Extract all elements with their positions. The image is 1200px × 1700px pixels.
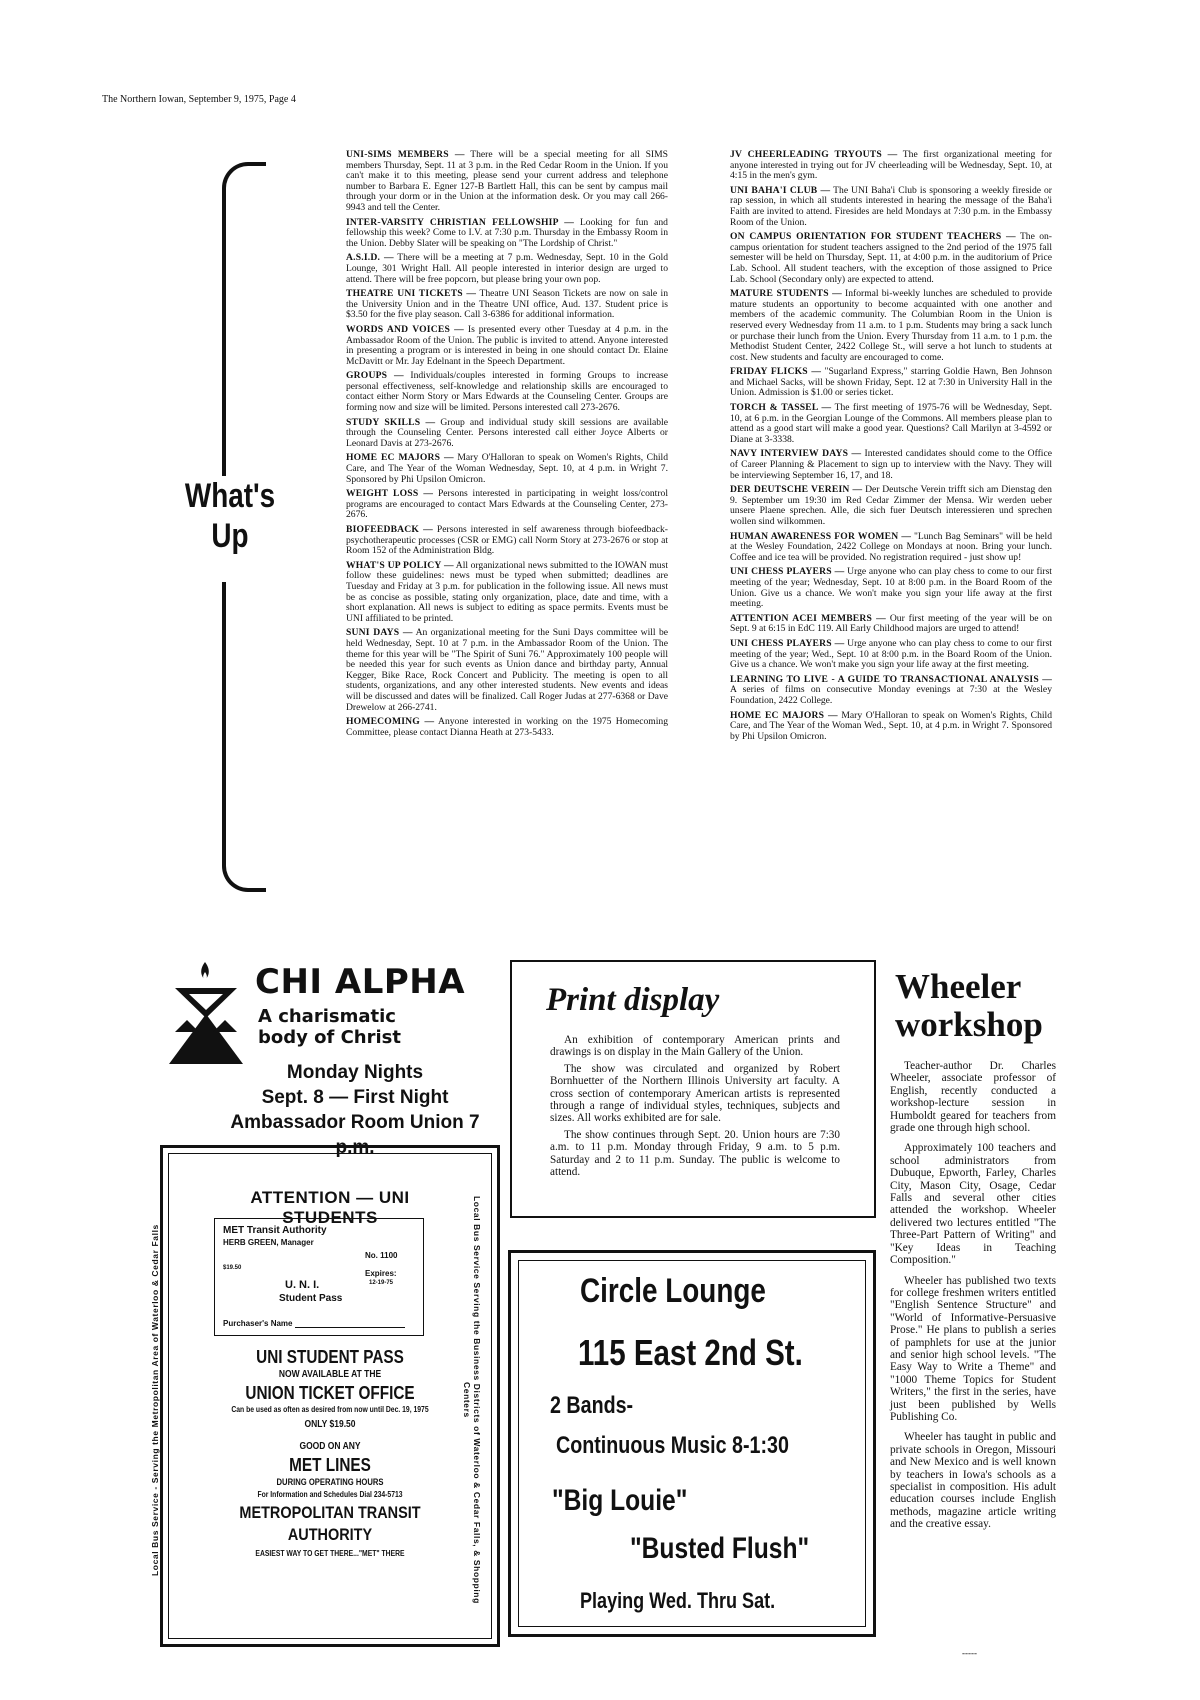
notice-item [730, 232, 1052, 285]
notice-item [730, 567, 1052, 609]
notice-body: There will be a special meeting for all SIMS members Thursday, Sept. 11 at 3 p.m. in the Red Cedar Room in the Union. If you can't make it to this meeting, please send your current address and telephone number to Barbara E. Egner 127-B Bartlett Hall, this can be sent by campus mail through your dorm or in the Union at the information desk. Or you may call 266-9943 and tell the Center. [346, 149, 668, 213]
notice-body: The on-campus orientation for student teachers assigned to the 2nd period of the 1975 fall semester will be held on Thursday, Sept. 11, at 4:00 p.m. in the auditorium of Price Lab. School. All student teachers, with the exception of those assigned to Price Lab. School (Secondary only) are expected to attend. [730, 231, 1052, 285]
notice-item [730, 186, 1052, 228]
notice-item [730, 403, 1052, 445]
wheeler-paragraph: Wheeler has taught in public and private schools in Oregon, Missouri and New Mexico and is well known by teachers in Iowa's schools as a specialist in composition. His adult education courses include English methods, magazine article writing and the creative essay. [890, 1431, 1056, 1531]
ticket-expires-date: 12-19-75 [369, 1280, 394, 1286]
notice-item [346, 453, 668, 485]
chi-alpha-subtitle [258, 1006, 401, 1048]
notice-heading: UNI CHESS PLAYERS — [730, 637, 845, 649]
wheeler-paragraph: Approximately 100 teachers and school administrators from Dubuque, Epworth, Farley, Charles City, Mason City, Osage, Cedar Falls and several other cities attended the workshop. Wheeler delivered two lectures entitled "The Three-Part Pattern of Writing" and "Key Ideas in Teaching Composition." [890, 1142, 1056, 1267]
notice-item [730, 289, 1052, 363]
notice-body: Informal bi-weekly lunches are scheduled to provide mature students an opportunity to become acquainted with one another and members of the academic community. The Columbian Room in the Union is reserved every Wednesday from 11 a.m. to 1 p.m. Students may bring a sack lunch or purchase their lunch from the Union. Every Thursday from 11 a.m. to 1 p.m. the Methodist Student Center, 2422 College St., will serve a hot lunch to students at cost. New students and faculty are encouraged to come. [730, 288, 1052, 363]
notice-heading: BIOFEEDBACK — [346, 524, 433, 535]
wheeler-paragraph: Wheeler has published two texts for college freshmen writers entitled "English Sentence Structure" and "World of Informative-Persuasive Prose." He plans to publish a series of pamphlets for use at the junior and senior high school levels. "The Easy Way to Write a Theme" and "1000 Theme Topics for Student Writers," the first in the series, have just been published by Wells Publishing Co. [890, 1274, 1056, 1423]
chi-alpha-logo-icon [165, 958, 247, 1068]
notice-item [346, 371, 668, 413]
notice-heading: ON CAMPUS ORIENTATION FOR STUDENT TEACHERS — [730, 231, 1016, 243]
whats-up-left-column [346, 150, 668, 742]
transit-body-line: Can be used as often as desired from now until Dec. 19, 1975 [231, 1405, 429, 1414]
chi-alpha-line2: Sept. 8 — First Night [261, 1087, 449, 1108]
notice-item [346, 253, 668, 285]
print-paragraph: The show was circulated and organized by Robert Bornhuetter of the Northern Illinois University art faculty. A cross section of contemporary American artists is represented through a range of individual styles, techniques, subjects and sizes. All works exhibited are for sale. [550, 1062, 840, 1125]
transit-body [180, 1346, 480, 1562]
notice-heading: JV CHEERLEADING TRYOUTS — [730, 149, 898, 160]
lounge-name: Circle Lounge [580, 1272, 766, 1310]
lounge-address: 115 East 2nd St. [578, 1332, 803, 1373]
notice-heading: UNI BAHA'I CLUB — [730, 184, 831, 196]
notice-item [730, 150, 1052, 182]
student-pass-ticket [214, 1218, 424, 1336]
wheeler-paragraph: Teacher-author Dr. Charles Wheeler, associate professor of English, recently conducted a workshop-lecture session in Humboldt geared for teachers from grade one through high school. [890, 1060, 1056, 1135]
transit-body-line: NOW AVAILABLE AT THE [278, 1369, 382, 1380]
notice-item [346, 218, 668, 250]
transit-side-text-right: Local Bus Service Serving the Business Districts of Waterloo & Cedar Falls, & Shopping Centers [462, 1196, 482, 1604]
transit-body-line: For Information and Schedules Dial 234-5713 [257, 1490, 403, 1499]
print-display-title: Print display [546, 982, 720, 1018]
notice-body: There will be a meeting at 7 p.m. Wednesday, Sept. 10 in the Gold Lounge, 301 Wright Hall. All people interested in interior design are urged to attend. There will be free popcorn, but please bring your own pop. [346, 252, 668, 285]
notice-body: Der Deutsche Verein trifft sich am Dienstag den 9. September um 19:30 im Red Cedar Zimmer der Mensa. Wir werden ueber unsere Plaene sprechen. Alle, die sich fuer Deutsch interessieren und sprechen wollen sind wilkommen. [730, 484, 1052, 527]
ticket-uni: U. N. I. [285, 1279, 320, 1291]
transit-body-line: ONLY $19.50 [304, 1419, 356, 1430]
chi-alpha-title: CHI ALPHA [255, 962, 466, 1002]
transit-body-line: UNI STUDENT PASS [256, 1347, 404, 1367]
notice-heading: SUNI DAYS — [346, 627, 413, 639]
notice-item [730, 532, 1052, 564]
wheeler-title [895, 968, 1043, 1044]
ticket-number: No. 1100 [365, 1251, 398, 1260]
transit-body-line: EASIEST WAY TO GET THERE..."MET" THERE [255, 1549, 405, 1558]
notice-item [730, 711, 1052, 743]
notice-body: An organizational meeting for the Suni Days committee will be held Wednesday, Sept. 10 at 7 p.m. in the Ambassador Room of the Union. The theme for this year will be "The Spirit of Suni 76." Approximately 100 people will be needed this year for such events as Union dance and birthday party, Annual Kegger, Bike Race, Rock Concert and Publicity. The meeting is open to all students, organizations, and any other interested students. New events and ideas will be discussed and dates will be finalized. Call Roger Judas at 277-6368 or Dave Drewelow at 266-2741. [346, 627, 668, 713]
notice-body: "Sugarland Express," starring Goldie Hawn, Ben Johnson and Michael Sacks, will be shown Friday, Sept. 12 at 7:30 in University Hall in the Union. Admission is $1.00 or series ticket. [730, 366, 1052, 399]
notice-body: A series of films on consecutive Monday evenings at 7:30 at the Wesley Foundation, 2422 College. [730, 684, 1052, 706]
notice-item [730, 639, 1052, 671]
transit-body-line: UNION TICKET OFFICE [245, 1383, 415, 1403]
notice-item [346, 418, 668, 450]
page-header: The Northern Iowan, September 9, 1975, Page 4 [102, 94, 296, 105]
print-display-text [550, 1034, 840, 1182]
whats-up-title-line1: What's [184, 477, 276, 515]
notice-heading: FRIDAY FLICKS — [730, 366, 822, 378]
notice-heading: NAVY INTERVIEW DAYS — [730, 448, 862, 460]
transit-body-line: METROPOLITAN TRANSIT AUTHORITY [239, 1503, 421, 1544]
article-end-mark: ----- [962, 1648, 977, 1658]
notice-heading: LEARNING TO LIVE - A GUIDE TO TRANSACTIONAL ANALYSIS — [730, 673, 1052, 685]
notice-heading: GROUPS — [346, 370, 404, 382]
chi-alpha-sub2: body of Christ [258, 1027, 401, 1048]
notice-heading: WEIGHT LOSS — [346, 488, 434, 500]
transit-heading: ATTENTION — UNI STUDENTS [250, 1188, 410, 1227]
ticket-purchaser: Purchaser's Name [223, 1319, 293, 1328]
lounge-bands: 2 Bands- [550, 1392, 634, 1419]
ticket-line2: HERB GREEN, Manager [223, 1238, 314, 1247]
ticket-line1: MET Transit Authority [223, 1225, 327, 1236]
transit-body-line: GOOD ON ANY [299, 1441, 361, 1452]
notice-item [346, 289, 668, 321]
notice-body: The first organizational meeting for anyone interested in trying out for JV cheerleading will be Wednesday, Sept. 10, at 4:15 in the men's gym. [730, 149, 1052, 182]
notice-item [730, 449, 1052, 481]
notice-body: All organizational news submitted to the IOWAN must follow these guidelines: news must be typed when submitted; deadlines are Tuesday and Friday at 3 p.m. for publication in the following issue. All news must be as concise as possible, stating only organization, place, date and time, with a short explanation. All news is subject to editing as space permits. Events must be UNI affiliated to be printed. [346, 559, 668, 624]
notice-heading: DER DEUTSCHE VEREIN — [730, 484, 863, 496]
lounge-band-1: "Big Louie" [552, 1484, 688, 1517]
notice-item [346, 717, 668, 738]
print-paragraph: An exhibition of contemporary American prints and drawings is on display in the Main Gallery of the Union. [550, 1034, 840, 1059]
notice-heading: INTER-VARSITY CHRISTIAN FELLOWSHIP — [346, 216, 575, 228]
notice-heading: ATTENTION ACEI MEMBERS — [730, 612, 886, 624]
notice-body: Interested candidates should come to the Office of Career Planning & Placement to sign up to interview with the Navy. They will be interviewing September 16, 17, and 18. [730, 448, 1052, 481]
chi-alpha-line1: Monday Nights [286, 1062, 424, 1083]
notice-body: Theatre UNI Season Tickets are now on sale in the University Union and in the Theatre UNI office, Aud. 137. Student price is $3.50 for the five play season. Call 3-6386 for additional information. [346, 288, 668, 321]
notice-item [730, 675, 1052, 707]
wheeler-title-line1: Wheeler [895, 967, 1022, 1006]
notice-body: Mary O'Halloran to speak on Women's Rights, Child Care, and The Year of the Woman Wed., Sept. 10, at 4 p.m. in Wright 7. Sponsored by Phi Upsilon Omicron. [730, 709, 1053, 742]
notice-body: The UNI Baha'i Club is sponsoring a weekly fireside or rap session, in which all students interested in hearing the message of the Baha'i Faith are invited to attend. Firesides are held Mondays at 7:30 p.m. in the Embassy Room of the Union. [730, 184, 1053, 228]
chi-alpha-sub1: A charismatic [258, 1006, 396, 1027]
notice-body: Group and individual study skill sessions are available through the Counseling Center. Persons interested call either Joyce Alberts or Leonard Davis at 273-2676. [346, 416, 668, 449]
notice-item [346, 628, 668, 713]
notice-body: Persons interested in participating in weight loss/control programs are encouraged to contact Mars Edwards at the Counseling Center, 273-2676. [346, 488, 668, 521]
notice-heading: HOME EC MAJORS — [730, 709, 838, 721]
notice-item [730, 614, 1052, 635]
notice-item [346, 525, 668, 557]
notice-body: Persons interested in self awareness through biofeedback-psychotherapeutic processes (CSR or EMG) call Norm Story at 273-2676 or stop at Room 152 of the Administration Bldg. [346, 524, 668, 557]
lounge-playing: Playing Wed. Thru Sat. [580, 1588, 776, 1613]
notice-heading: HOME EC MAJORS — [346, 452, 454, 464]
ticket-signature-line [295, 1327, 405, 1328]
notice-item [346, 561, 668, 625]
wheeler-article [890, 1060, 1056, 1539]
ticket-pass: Student Pass [279, 1293, 343, 1304]
transit-body-line: DURING OPERATING HOURS [276, 1477, 384, 1487]
notice-heading: MATURE STUDENTS — [730, 288, 842, 300]
notice-body: Looking for fun and fellowship this week? Come to I.V. at 7:30 p.m. Thursday in the Embassy Room in the Union. Debby Slater will be speaking on "The Lordship of Christ." [346, 216, 668, 249]
lounge-band-2: "Busted Flush" [630, 1532, 810, 1565]
notice-body: Urge anyone who can play chess to come to our first meeting of the year; Wednesday, Sept. 10 at 8:00 p.m. in the Board Room of the Union. Give us a chance. We won't make you sign your life away at the first meeting. [730, 566, 1052, 610]
notice-item [730, 485, 1052, 527]
bracket-bottom [222, 582, 266, 892]
notice-body: Anyone interested in working on the 1975 Homecoming Committee, please contact Dianna Heath at 273-5433. [346, 716, 668, 738]
notice-heading: UNI-SIMS MEMBERS — [346, 149, 465, 160]
transit-body-line: MET LINES [289, 1455, 371, 1475]
notice-body: The first meeting of 1975-76 will be Wednesday, Sept. 10, at 6 p.m. in the Georgian Lounge of the Commons. All members please plan to attend as a good start will make a good year. Questions? Call Marilyn at 3-4592 or Diane at 3-3338. [730, 402, 1052, 445]
notice-item [346, 325, 668, 367]
whats-up-title-line2: Up [211, 517, 249, 555]
bracket-top [222, 162, 266, 476]
notice-item [346, 489, 668, 521]
notice-heading: HUMAN AWARENESS FOR WOMEN — [730, 530, 912, 542]
notice-item [730, 367, 1052, 399]
notice-heading: A.S.I.D. — [346, 252, 394, 264]
notice-heading: THEATRE UNI TICKETS — [346, 288, 477, 300]
lounge-music: Continuous Music 8-1:30 [556, 1432, 789, 1459]
ticket-expires-label: Expires: [365, 1269, 397, 1278]
whats-up-right-column [730, 150, 1052, 746]
notice-body: Urge anyone who can play chess to come to our first meeting of the year; Wed., Sept. 10 at 8:00 p.m. in the Board Room of the Union. Give us a chance. We won't make you sign your life away at the first meeting. [730, 637, 1052, 671]
notice-heading: HOMECOMING — [346, 716, 435, 728]
notice-body: Mary O'Halloran to speak on Women's Rights, Child Care, and The Year of the Woman Wednesday, Sept. 10, at 4 p.m. in Wright 7. Sponsored by Phi Upsilon Omicron. [346, 452, 669, 485]
notice-body: Individuals/couples interested in forming Groups to increase personal effectiveness, self-knowledge and relationship skills are encouraged to contact either Norm Story or Mars Edwards at the Counseling Center. Groups are forming now and size will be limited. Persons interested call 273-2676. [346, 370, 668, 414]
notice-body: "Lunch Bag Seminars" will be held at the Wesley Foundation, 2422 College on Mondays at noon. Bring your lunch. Coffee and ice tea will be provided. No registration required - just show up! [730, 530, 1052, 563]
notice-heading: TORCH & TASSEL — [730, 402, 832, 414]
notice-body: Is presented every other Tuesday at 4 p.m. in the Ambassador Room of the Union. The public is invited to attend. Anyone interested in presenting a program or is interested in being in one should contact Dr. Elaine McDavitt or Mr. Jay Edelnant in the Speech Department. [346, 323, 668, 367]
notice-heading: UNI CHESS PLAYERS — [730, 566, 845, 578]
print-paragraph: The show continues through Sept. 20. Union hours are 7:30 a.m. to 11 p.m. Monday through Friday, 9 a.m. to 5 p.m. Saturday and 2 to 11 p.m. Sunday. The public is welcome to attend. [550, 1128, 840, 1179]
transit-side-text-left: Local Bus Service - Serving the Metropolitan Area of Waterloo & Cedar Falls [150, 1224, 160, 1576]
whats-up-title [185, 476, 275, 556]
notice-body: Our first meeting of the year will be on Sept. 9 at 6:15 in EdC 119. All Early Childhood majors are urged to attend! [730, 612, 1052, 635]
notice-heading: WORDS AND VOICES — [346, 323, 464, 335]
notice-heading: STUDY SKILLS — [346, 416, 436, 428]
chi-alpha-line3: Ambassador Room Union 7 p.m. [230, 1112, 480, 1158]
ticket-price: $19.50 [223, 1265, 242, 1271]
notice-item [346, 150, 668, 214]
wheeler-title-line2: workshop [895, 1005, 1043, 1044]
notice-heading: WHAT'S UP POLICY — [346, 559, 454, 571]
